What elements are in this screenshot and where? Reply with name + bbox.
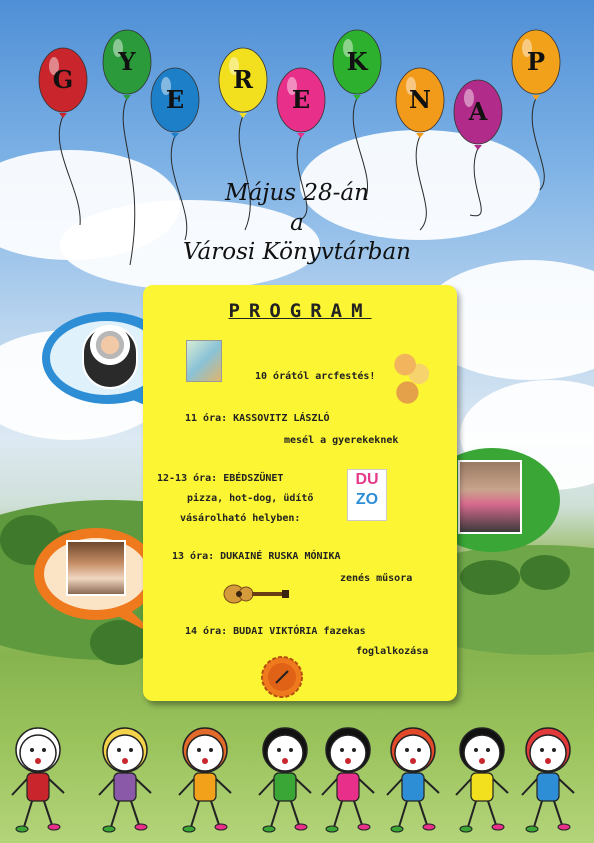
cartoon-image-left xyxy=(186,340,222,382)
balloon xyxy=(333,30,381,200)
kid-figure xyxy=(179,728,231,832)
balloon-letter: K xyxy=(346,47,368,76)
kid-figure xyxy=(522,728,574,832)
balloon-letter: N xyxy=(409,85,431,114)
kids-row xyxy=(0,715,594,843)
item1-time: 11 óra: KASSOVITZ LÁSZLÓ xyxy=(185,413,330,424)
item4-desc: foglalkozása xyxy=(356,646,429,657)
item1-desc: mesél a gyerekeknek xyxy=(284,435,399,446)
item3-time: 13 óra: DUKAINÉ RUSKA MÓNIKA xyxy=(172,551,341,562)
balloon-letter: G xyxy=(52,65,74,94)
guitar-icon xyxy=(222,583,290,605)
venue-line: Városi Könyvtárban xyxy=(183,239,411,265)
item3-desc: zenés műsora xyxy=(340,573,413,584)
pottery-photo xyxy=(66,540,126,596)
kid-figure xyxy=(259,728,311,832)
balloon-letter: A xyxy=(468,97,488,126)
balloon-letter: E xyxy=(291,85,311,114)
kid-figure xyxy=(387,728,439,832)
family-photo xyxy=(458,460,522,534)
program-title: PROGRAM xyxy=(228,300,372,322)
duzo-logo: DU ZO xyxy=(347,469,387,521)
kid-figure xyxy=(12,728,64,832)
date-line: Május 28-án xyxy=(225,180,369,206)
pottery-clock-icon xyxy=(258,655,306,699)
balloon-letter: Y xyxy=(118,47,136,76)
kid-figure xyxy=(322,728,374,832)
balloon-letter: R xyxy=(233,65,253,94)
item4-time: 14 óra: BUDAI VIKTÓRIA fazekas xyxy=(185,626,366,637)
storyteller-photo xyxy=(82,325,138,389)
balloon-letter: P xyxy=(526,47,546,76)
a-line: a xyxy=(290,210,304,236)
kid-figure xyxy=(99,728,151,832)
balloon-letter: E xyxy=(165,85,185,114)
item2-desc2: vásárolható helyben: xyxy=(180,513,301,524)
facepaint-image xyxy=(389,346,435,408)
item2-desc1: pizza, hot-dog, üdítő xyxy=(187,493,314,504)
facepaint-line: 10 órától arcfestés! xyxy=(255,371,376,382)
kid-figure xyxy=(456,728,508,832)
balloon xyxy=(512,30,560,190)
item2-time: 12-13 óra: EBÉDSZÜNET xyxy=(157,473,284,484)
